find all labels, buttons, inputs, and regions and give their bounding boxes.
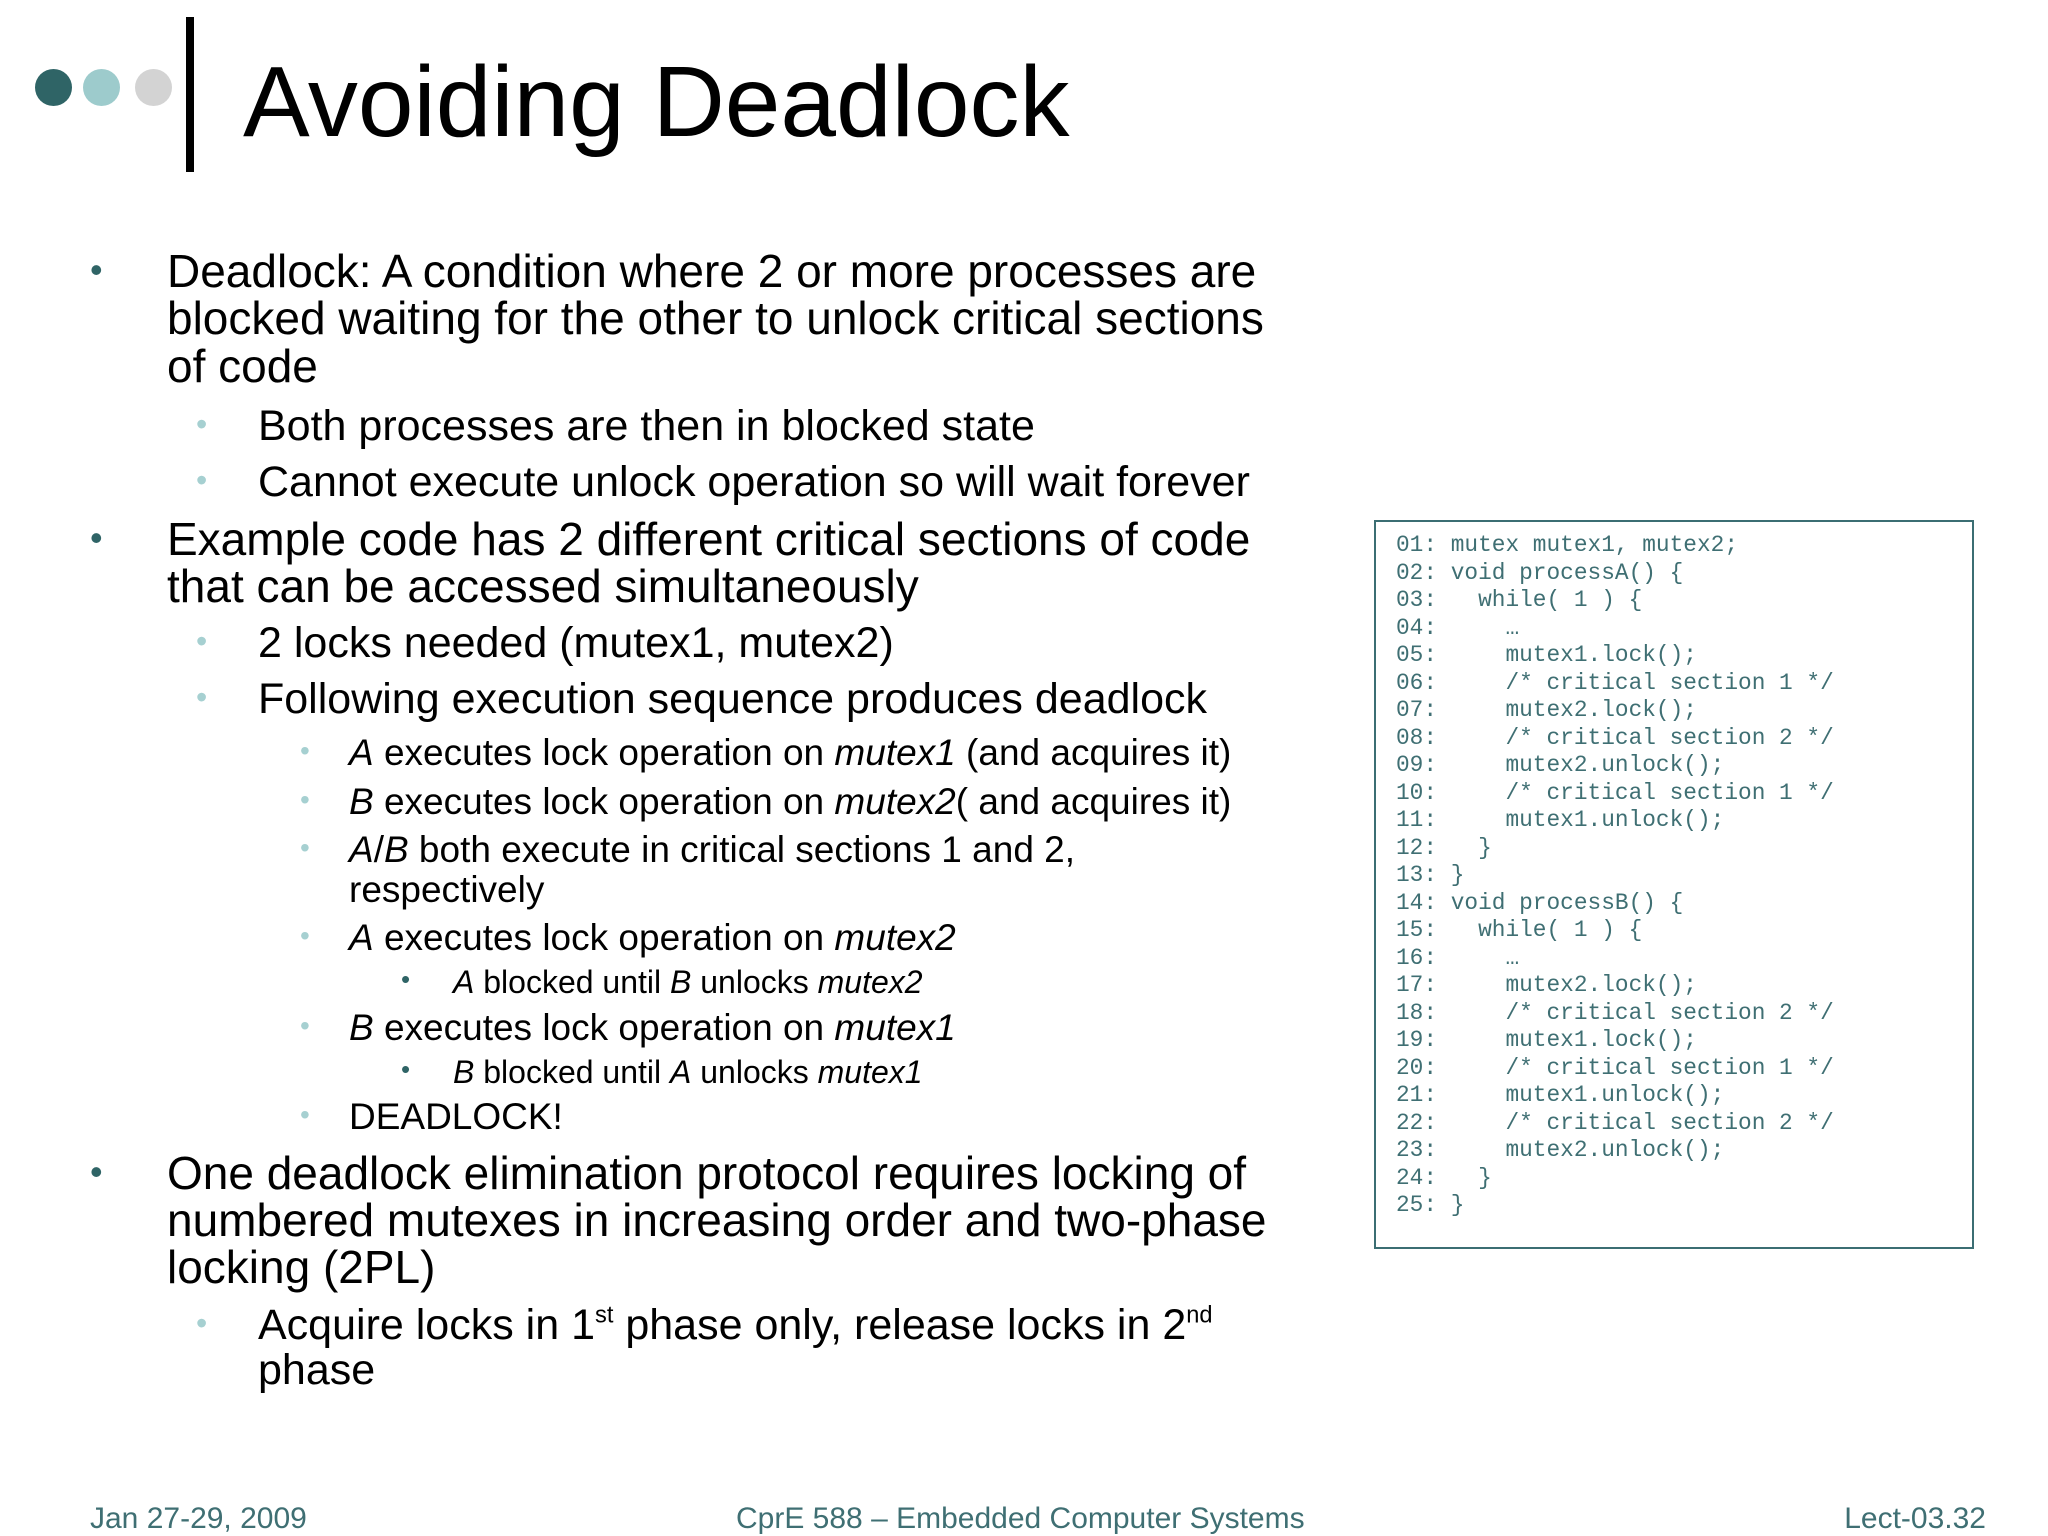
code-listing	[1396, 532, 1834, 1220]
bullet-icon: •	[196, 1305, 208, 1341]
step-b-blocked: • B blocked until A unlocks mutex1	[453, 1054, 923, 1090]
code-line: 20: /* critical section 1 */	[1396, 1054, 1834, 1081]
bullet-wait-forever: • Cannot execute unlock operation so will wait forever	[196, 458, 1250, 506]
code-line: 10: /* critical section 1 */	[1396, 779, 1834, 806]
code-line: 25: }	[1396, 1192, 1465, 1218]
code-line: 01: mutex mutex1, mutex2;	[1396, 532, 1739, 558]
code-line: 09: mutex2.unlock();	[1396, 752, 1725, 778]
code-line: 23: mutex2.unlock();	[1396, 1137, 1725, 1163]
code-line: 07: mutex2.lock();	[1396, 697, 1697, 723]
code-line: 18: /* critical section 2 */	[1396, 999, 1834, 1026]
code-line: 08: /* critical section 2 */	[1396, 724, 1834, 751]
bullet-icon: •	[401, 1054, 411, 1084]
code-line: 15: while( 1 ) {	[1396, 917, 1643, 943]
step-a-lock-mutex1: • A executes lock operation on mutex1 (and acquires it)	[300, 732, 1232, 773]
bullet-blocked-state: • Both processes are then in blocked state	[196, 402, 1035, 450]
bullet-example-code: • Example code has 2 different critical sections of code	[90, 513, 1251, 565]
step-b-lock-mutex1: • B executes lock operation on mutex1	[300, 1007, 956, 1048]
bullet-text-line: phase	[258, 1346, 376, 1394]
bullet-deadlock-definition: • Deadlock: A condition where 2 or more processes are	[90, 245, 1257, 297]
code-line: 03: while( 1 ) {	[1396, 587, 1643, 613]
bullet-icon: •	[90, 249, 103, 290]
code-line: 17: mutex2.lock();	[1396, 972, 1697, 998]
code-line: 22: /* critical section 2 */	[1396, 1109, 1834, 1136]
code-line: 06: /* critical section 1 */	[1396, 669, 1834, 696]
code-line: 05: mutex1.lock();	[1396, 642, 1697, 668]
bullet-text-line: of code	[167, 340, 318, 392]
bullet-text-line: that can be accessed simultaneously	[167, 560, 919, 612]
code-line: 04: …	[1396, 614, 1520, 641]
footer-course: CprE 588 – Embedded Computer Systems	[736, 1502, 1305, 1535]
step-a-blocked: • A blocked until B unlocks mutex2	[453, 964, 923, 1000]
bullet-icon: •	[90, 517, 103, 558]
code-line: 21: mutex1.unlock();	[1396, 1082, 1725, 1108]
bullet-icon: •	[300, 1010, 310, 1041]
bullet-icon: •	[300, 1099, 310, 1130]
step-critical-sections: • A/B both execute in critical sections 1 and 2,	[300, 829, 1076, 870]
code-line: 02: void processA() {	[1396, 559, 1684, 586]
bullet-elimination-protocol: • One deadlock elimination protocol requires locking of	[90, 1147, 1247, 1199]
footer-slide-number: Lect-03.32	[1844, 1502, 1986, 1535]
code-line: 11: mutex1.unlock();	[1396, 807, 1725, 833]
bullet-icon: •	[196, 462, 208, 498]
slide-title: Avoiding Deadlock	[243, 46, 1070, 158]
code-listing-box	[1374, 520, 1974, 1249]
bullet-icon: •	[300, 920, 310, 951]
bullet-text-line: numbered mutexes in increasing order and two-phase	[167, 1194, 1267, 1246]
step-a-lock-mutex2: • A executes lock operation on mutex2	[300, 917, 956, 958]
bullet-text-line: respectively	[349, 869, 545, 910]
bullet-icon: •	[300, 784, 310, 815]
bullet-two-locks: • 2 locks needed (mutex1, mutex2)	[196, 619, 894, 667]
code-line: 24: }	[1396, 1164, 1492, 1191]
bullet-icon: •	[196, 623, 208, 659]
code-line: 19: mutex1.lock();	[1396, 1027, 1697, 1053]
bullet-text-line: blocked waiting for the other to unlock critical sections	[167, 292, 1264, 344]
bullet-icon: •	[90, 1151, 103, 1192]
bullet-icon: •	[300, 832, 310, 863]
bullet-acquire-release: • Acquire locks in 1st phase only, release locks in 2nd	[196, 1301, 1213, 1349]
code-line: 16: …	[1396, 944, 1520, 971]
step-b-lock-mutex2: • B executes lock operation on mutex2( and acquires it)	[300, 781, 1232, 822]
footer-date: Jan 27-29, 2009	[90, 1502, 307, 1535]
bullet-icon: •	[196, 406, 208, 442]
step-deadlock: • DEADLOCK!	[300, 1096, 563, 1137]
code-line: 14: void processB() {	[1396, 889, 1684, 916]
code-line: 13: }	[1396, 862, 1465, 888]
code-line: 12: }	[1396, 834, 1492, 861]
bullet-icon: •	[401, 964, 411, 994]
bullet-text-line: locking (2PL)	[167, 1241, 436, 1293]
bullet-execution-sequence: • Following execution sequence produces deadlock	[196, 675, 1208, 723]
bullet-icon: •	[196, 679, 208, 715]
bullet-icon: •	[300, 735, 310, 766]
